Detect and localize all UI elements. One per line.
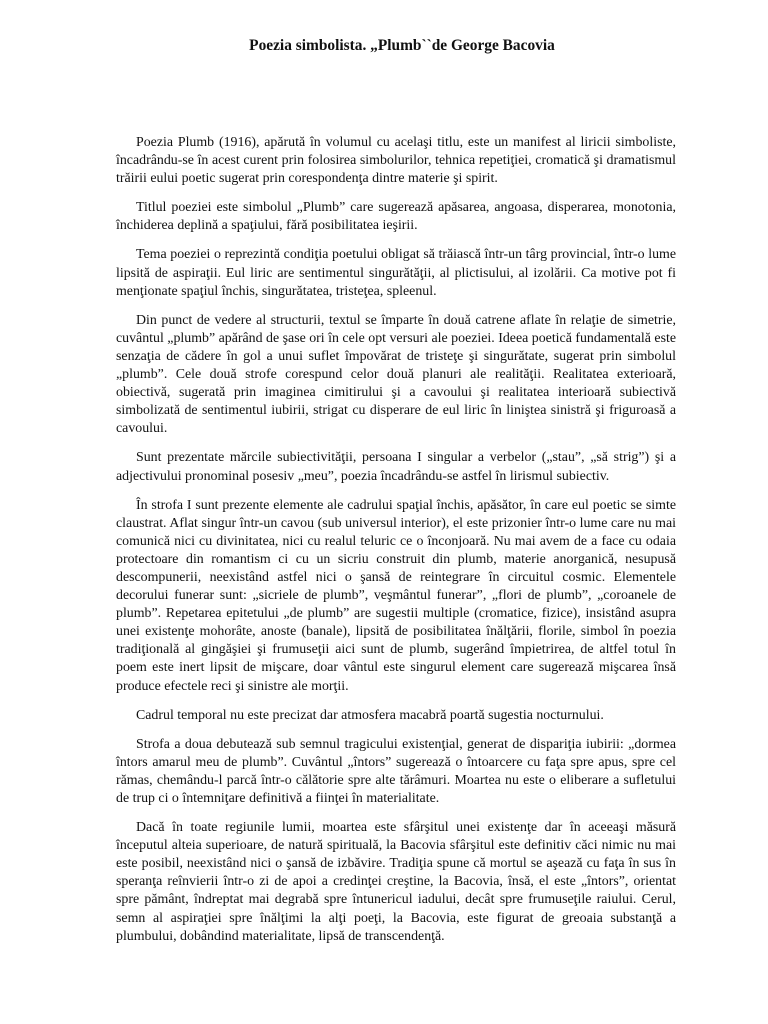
paragraph-structure: Din punct de vedere al structurii, textul se împarte în două catrene aflate în relaţie de simetrie, cuvântul „plumb” apărând de şase ori în cele opt versuri ale poeziei. Ideea poetică fundamentală este senzaţia de cădere în gol a unui suflet împovărat de tristeţe şi singurătate, sugerat prin simbolul „plumb”. Cele două strofe corespund celor două planuri ale realităţii. Realitatea exterioară, obiectivă, sugerată prin imaginea cimitirului şi a cavoului şi realitatea interioară subiectivă simbolizată de sentimentul iubirii, strigat cu disperare de eul liric în liniştea sinistră şi friguroasă a cavoului. [116, 312, 677, 437]
paragraph-subjectivity: Sunt prezentate mărcile subiectivităţii, persoana I singular a verbelor („stau”, „să strig”) şi a adjectivului pronominal posesiv „meu”, poezia încadrându-se astfel în lirismul subiectiv. [116, 450, 676, 484]
paragraph-temporal-frame: Cadrul temporal nu este precizat dar atmosfera macabră poartă sugestia nocturnului. [136, 707, 604, 723]
paragraph-first-stanza: În strofa I sunt prezente elemente ale cadrului spaţial închis, apăsător, în care eul poetic se simte claustrat. Aflat singur într-un cavou (sub universul interior), el este prizonier într-o lume care nu mai comunică nici cu divinitatea, nici cu realul teluric ce o înconjoară. Nu mai avem de a face cu odaia protectoare din romantism ci cu un sicriu construit din plumb, materie anorganică, nesupusă descompunerii, neexistând astfel nici o şansă de reintegrare în circuitul cosmic. Elementele decorului funerar sunt: „sicriele de plumb”, veşmântul funerar”, „flori de plumb”, „coroanele de plumb”. Repetarea epitetului „de plumb” are sugestii multiple (cromatice, fizice), insistând asupra unei existenţe mohorâte, anoste (banale), lipsită de posibilitatea înălţării, florile, simbol în poezia tradiţională al gingăşiei şi frumuseţii aici sunt de plumb, sugerând împietrirea, de altfel totul în poem este inert lipsit de mişcare, doar vântul este singurul element care sugerează mişcarea însă produce efectele reci şi sinistre ale morţii. [116, 497, 676, 694]
paragraph-intro: Poezia Plumb (1916), apărută în volumul cu acelaşi titlu, este un manifest al liricii simboliste, încadrându-se în acest curent prin folosirea simbolurilor, tehnica repetiţiei, cromatică şi dramatismul trăirii eului poetic sugerat prin corespondenţa dintre materie şi spirit. [116, 135, 676, 187]
paragraph-death-meaning: Dacă în toate regiunile lumii, moartea este sfârşitul unei existenţe dar în aceeaşi măsură începutul alteia superioare, de natură spirituală, la Bacovia sfârşitul este definitiv căci nimic nu mai este posibil, neexistând nici o şansă de izbăvire. Tradiţia spune că mortul se aşează cu faţa în sus în speranţa reînvierii într-o zi de apoi a credinţei creştine, la Bacovia, însă, el este „întors”, orientat spre pământ, îndreptat mai degrabă spre întunericul iadului, decât spre frumuseţile raiului. Cerul, semn al aspiraţiei spre înălţimi la alţi poeţi, la Bacovia, este figurat de greoaia substanţă a plumbului, dobândind materialitate, lipsă de transcendenţă. [116, 820, 676, 944]
paragraph-title-meaning: Titlul poeziei este simbolul „Plumb” care sugerează apăsarea, angoasa, disperarea, monotonia, închiderea deplină a spaţiului, fără posibilitatea ieşirii. [116, 200, 676, 234]
paragraph-theme: Tema poeziei o reprezintă condiţia poetului obligat să trăiască într-un târg provincial, într-o lume lipsită de aspiraţii. Eul liric are sentimentul singurătăţii, al plictisului, al izolării. Ca motive pot fi menţionate spaţiul închis, singurătatea, tristeţea, spleenul. [116, 247, 676, 299]
paragraph-second-stanza: Strofa a doua debutează sub semnul tragicului existenţial, generat de dispariţia iubirii: „dormea întors amarul meu de plumb”. Cuvântul „întors” sugerează o întoarcere cu faţa spre apus, spre cel rămas, chemându-l parcă într-o călătorie spre alte tărâmuri. Moartea nu este o eliberare a sufletului de trup ci o întemniţare definitivă a fiinţei în materialitate. [116, 736, 676, 806]
document-title: Poezia simbolista. „Plumb``de George Bacovia [249, 37, 555, 54]
